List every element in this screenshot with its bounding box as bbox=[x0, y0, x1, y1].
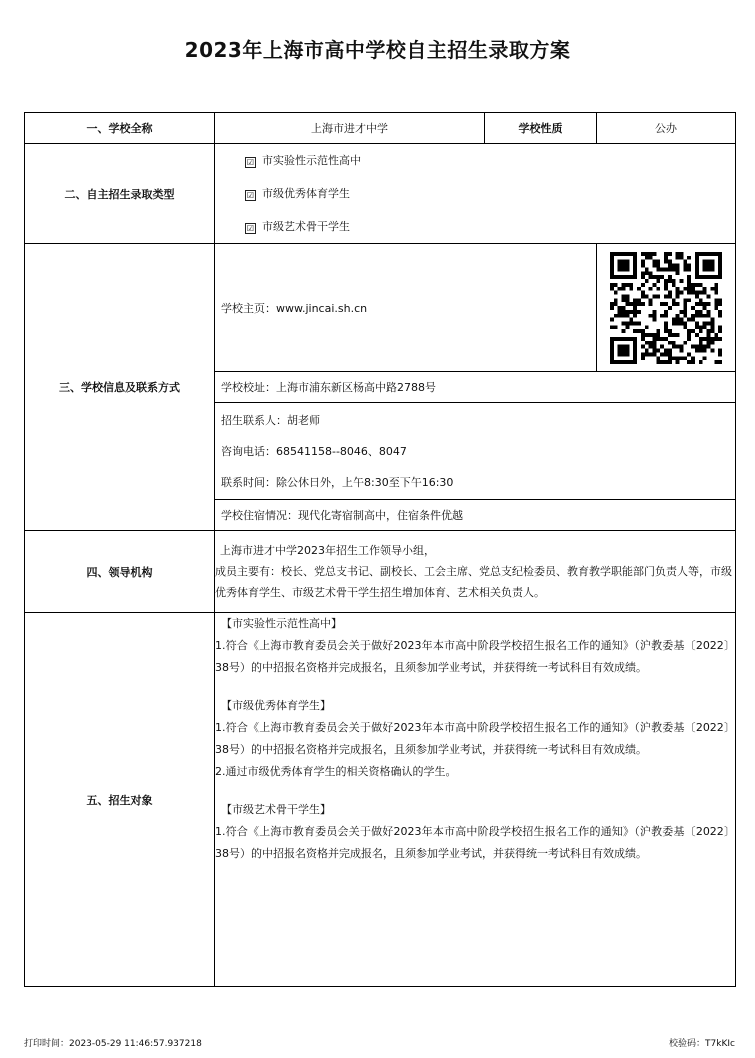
label-enrollment-targets: 五、招生对象 bbox=[25, 613, 215, 987]
target-section bbox=[215, 695, 735, 783]
admission-type-label: 市级优秀体育学生 bbox=[262, 187, 350, 200]
admission-type-option bbox=[215, 210, 735, 243]
target-section bbox=[215, 799, 735, 865]
row-enrollment-targets bbox=[25, 613, 736, 987]
checkbox-checked-icon: ☑ bbox=[246, 224, 255, 233]
value-contact-hours: 联系时间：除公休日外，上午8:30至下午16:30 bbox=[221, 475, 454, 489]
contact-block bbox=[215, 403, 736, 500]
leadership-line: 上海市进才中学2023年招生工作领导小组， bbox=[220, 544, 435, 557]
label-leadership: 四、领导机构 bbox=[25, 531, 215, 613]
enrollment-targets-text bbox=[215, 613, 736, 987]
admission-type-option bbox=[215, 144, 735, 177]
target-item: 1.符合《上海市教育委员会关于做好2023年本市高中阶段学校招生报名工作的通知》（沪教委基〔2022〕38号）的中招报名资格并完成报名，且须参加学业考试，并获得统一考试科目有效成绩。 bbox=[215, 721, 735, 756]
leadership-members: 成员主要有：校长、党总支书记、副校长、工会主席、党总支纪检委员、教育教学职能部门负责人等，市级优秀体育学生、市级艺术骨干学生招生增加体育、艺术相关负责人。 bbox=[215, 565, 732, 599]
value-boarding: 学校住宿情况：现代化寄宿制高中，住宿条件优越 bbox=[215, 500, 736, 531]
target-item: 1.符合《上海市教育委员会关于做好2023年本市高中阶段学校招生报名工作的通知》（沪教委基〔2022〕38号）的中招报名资格并完成报名，且须参加学业考试，并获得统一考试科目有效成绩。 bbox=[215, 825, 735, 860]
checkbox-checked-icon: ☑ bbox=[246, 158, 255, 167]
value-school-name: 上海市进才中学 bbox=[215, 113, 485, 144]
checkbox-checked-icon: ☑ bbox=[246, 191, 255, 200]
label-school-nature: 学校性质 bbox=[485, 113, 597, 144]
value-school-nature: 公办 bbox=[597, 113, 736, 144]
row-leadership bbox=[25, 531, 736, 613]
value-homepage: 学校主页：www.jincai.sh.cn bbox=[215, 244, 597, 372]
admission-type-label: 市实验性示范性高中 bbox=[262, 154, 361, 167]
label-school-name: 一、学校全称 bbox=[25, 113, 215, 144]
target-section bbox=[215, 613, 735, 679]
target-item: 2.通过市级优秀体育学生的相关资格确认的学生。 bbox=[215, 765, 457, 778]
row-admission-types bbox=[25, 144, 736, 244]
qr-code-cell bbox=[597, 244, 736, 372]
qr-code-icon bbox=[610, 252, 722, 364]
row-homepage bbox=[25, 244, 736, 372]
value-phone: 咨询电话：68541158--8046、8047 bbox=[221, 444, 407, 458]
label-school-info: 三、学校信息及联系方式 bbox=[25, 244, 215, 531]
row-school-name bbox=[25, 113, 736, 144]
admission-type-label: 市级艺术骨干学生 bbox=[262, 220, 350, 233]
page-title: 2023年上海市高中学校自主招生录取方案 bbox=[184, 38, 571, 62]
print-time: 打印时间：2023-05-29 11:46:57.937218 bbox=[24, 1039, 202, 1049]
leadership-text bbox=[215, 531, 736, 613]
target-heading: 【市级优秀体育学生】 bbox=[221, 699, 331, 712]
target-item: 1.符合《上海市教育委员会关于做好2023年本市高中阶段学校招生报名工作的通知》（沪教委基〔2022〕38号）的中招报名资格并完成报名，且须参加学业考试，并获得统一考试科目有效成绩。 bbox=[215, 639, 735, 674]
check-code: 校验码：T7kKIc bbox=[669, 1039, 735, 1049]
label-admission-types: 二、自主招生录取类型 bbox=[25, 144, 215, 244]
value-address: 学校校址：上海市浦东新区杨高中路2788号 bbox=[215, 372, 736, 403]
target-heading: 【市实验性示范性高中】 bbox=[221, 617, 342, 630]
admission-type-list bbox=[215, 144, 736, 244]
value-contact-person: 招生联系人：胡老师 bbox=[221, 413, 320, 427]
admission-form-table bbox=[24, 112, 736, 987]
admission-type-option bbox=[215, 177, 735, 210]
target-heading: 【市级艺术骨干学生】 bbox=[221, 803, 331, 816]
